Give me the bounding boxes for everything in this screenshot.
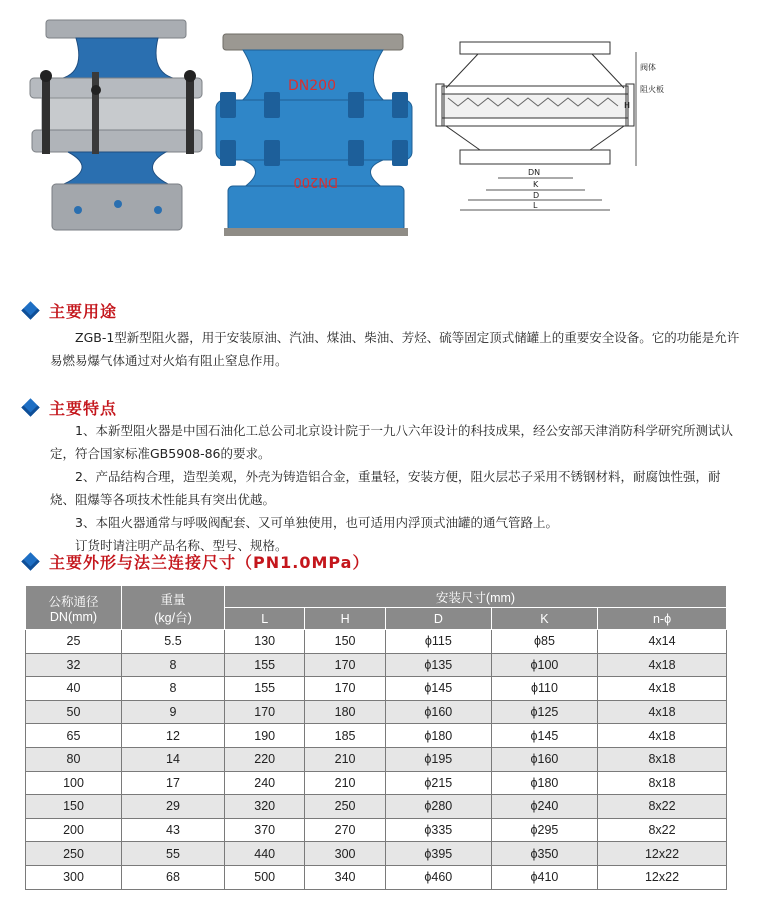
table-cell: 65 [26, 724, 122, 748]
col-header-k: K [491, 608, 597, 630]
table-cell: 12 [122, 724, 225, 748]
table-cell: 68 [122, 865, 225, 889]
feature-item: 1、本新型阻火器是中国石油化工总公司北京设计院于一九八六年设计的科技成果，经公安部天津消防科学研究所测试认定，符合国家标准GB5908-86的要求。 [50, 423, 733, 461]
table-row [26, 842, 727, 866]
table-cell: 370 [225, 818, 305, 842]
table-cell: 250 [26, 842, 122, 866]
table-cell: ϕ460 [385, 865, 491, 889]
label-body: 阀体 [640, 63, 656, 72]
col-header-dn: 公称通径 DN(mm) [26, 586, 122, 630]
table-row [26, 795, 727, 819]
blue-arrester-image [216, 34, 412, 236]
section-header-dimensions [24, 550, 369, 573]
table-cell: 185 [305, 724, 385, 748]
table-cell: 40 [26, 677, 122, 701]
table-cell: 8 [122, 677, 225, 701]
table-cell: 4x18 [598, 653, 727, 677]
label-dn: DN [528, 168, 541, 177]
table-cell: 32 [26, 653, 122, 677]
section-title: 主要特点 [49, 399, 118, 418]
table-cell: 8x22 [598, 795, 727, 819]
table-cell: 14 [122, 747, 225, 771]
table-row [26, 700, 727, 724]
casting-mark-top: DN200 [288, 78, 336, 94]
table-cell: ϕ160 [385, 700, 491, 724]
table-cell: 55 [122, 842, 225, 866]
label-k: K [533, 180, 539, 189]
table-cell: 500 [225, 865, 305, 889]
feature-item: 2、产品结构合理，造型美观，外壳为铸造铝合金，重量轻，安装方便，阻火层芯子采用不锈钢材料，耐腐蚀性强，耐烧、阻爆等各项技术性能具有突出优越。 [50, 469, 721, 507]
table-cell: 4x18 [598, 677, 727, 701]
table-cell: ϕ85 [491, 630, 597, 654]
table-cell: ϕ180 [385, 724, 491, 748]
table-cell: 4x18 [598, 700, 727, 724]
product-illustrations [28, 0, 748, 250]
table-cell: 50 [26, 700, 122, 724]
table-cell: ϕ145 [385, 677, 491, 701]
table-cell: 43 [122, 818, 225, 842]
table-cell: ϕ215 [385, 771, 491, 795]
label-plate: 阻火板 [640, 85, 664, 94]
table-cell: ϕ100 [491, 653, 597, 677]
feature-item: 订货时请注明产品名称、型号、规格。 [75, 538, 288, 553]
table-cell: ϕ240 [491, 795, 597, 819]
table-cell: ϕ395 [385, 842, 491, 866]
table-cell: 340 [305, 865, 385, 889]
table-cell: 100 [26, 771, 122, 795]
silver-arrester-image [30, 20, 202, 230]
diamond-bullet-icon [21, 398, 39, 416]
col-header-h: H [305, 608, 385, 630]
table-cell: ϕ135 [385, 653, 491, 677]
table-row [26, 818, 727, 842]
table-cell: 12x22 [598, 865, 727, 889]
diamond-bullet-icon [21, 552, 39, 570]
section-title: 主要用途 [49, 302, 118, 321]
table-cell: 170 [225, 700, 305, 724]
dimension-table [25, 585, 727, 890]
table-cell: ϕ145 [491, 724, 597, 748]
table-cell: 180 [305, 700, 385, 724]
table-cell: ϕ295 [491, 818, 597, 842]
col-header-l: L [225, 608, 305, 630]
label-l: L [533, 201, 538, 210]
table-cell: ϕ160 [491, 747, 597, 771]
table-cell: 200 [26, 818, 122, 842]
table-row [26, 724, 727, 748]
table-cell: 170 [305, 653, 385, 677]
table-cell: 170 [305, 677, 385, 701]
table-row [26, 677, 727, 701]
table-cell: ϕ180 [491, 771, 597, 795]
table-cell: 240 [225, 771, 305, 795]
table-cell: 4x14 [598, 630, 727, 654]
diamond-bullet-icon [21, 301, 39, 319]
table-cell: 300 [305, 842, 385, 866]
table-cell: 210 [305, 771, 385, 795]
table-cell: ϕ125 [491, 700, 597, 724]
col-header-n: n-ϕ [598, 608, 727, 630]
table-cell: 17 [122, 771, 225, 795]
feature-item: 3、本阻火器通常与呼吸阀配套、又可单独使用，也可适用内浮顶式油罐的通气管路上。 [75, 515, 558, 530]
table-cell: 8x18 [598, 771, 727, 795]
label-d: D [533, 191, 540, 200]
table-cell: 155 [225, 677, 305, 701]
table-cell: 5.5 [122, 630, 225, 654]
table-cell: ϕ335 [385, 818, 491, 842]
table-row [26, 630, 727, 654]
table-cell: ϕ110 [491, 677, 597, 701]
table-cell: ϕ280 [385, 795, 491, 819]
table-row [26, 653, 727, 677]
table-cell: 440 [225, 842, 305, 866]
table-cell: ϕ115 [385, 630, 491, 654]
col-header-d: D [385, 608, 491, 630]
table-cell: 29 [122, 795, 225, 819]
table-cell: 9 [122, 700, 225, 724]
table-cell: 155 [225, 653, 305, 677]
table-cell: 25 [26, 630, 122, 654]
table-row [26, 747, 727, 771]
section-header-features [24, 396, 117, 419]
table-body [26, 630, 727, 890]
table-row [26, 865, 727, 889]
table-cell: 270 [305, 818, 385, 842]
table-cell: 210 [305, 747, 385, 771]
table-cell: 12x22 [598, 842, 727, 866]
col-header-install: 安装尺寸(mm) [225, 586, 727, 608]
section-title: 主要外形与法兰连接尺寸（PN1.0MPa） [49, 553, 370, 572]
table-cell: 250 [305, 795, 385, 819]
casting-mark-bottom: DN200 [293, 174, 338, 189]
features-text [50, 419, 740, 557]
section-header-purpose [24, 299, 117, 322]
table-cell: 8x18 [598, 747, 727, 771]
label-h: H [624, 101, 631, 110]
table-cell: ϕ350 [491, 842, 597, 866]
table-cell: ϕ195 [385, 747, 491, 771]
paragraph: ZGB-1型新型阻火器，用于安装原油、汽油、煤油、柴油、芳烃、硫等固定顶式储罐上的重要安全设备。它的功能是允许易燃易爆气体通过对火焰有阻止窒息作用。 [50, 330, 740, 368]
table-cell: 8 [122, 653, 225, 677]
table-cell: ϕ410 [491, 865, 597, 889]
table-cell: 130 [225, 630, 305, 654]
table-row [26, 771, 727, 795]
table-cell: 190 [225, 724, 305, 748]
table-cell: 4x18 [598, 724, 727, 748]
table-cell: 320 [225, 795, 305, 819]
table-cell: 150 [305, 630, 385, 654]
table-cell: 8x22 [598, 818, 727, 842]
table-cell: 220 [225, 747, 305, 771]
table-cell: 80 [26, 747, 122, 771]
col-header-weight: 重量 (kg/台) [122, 586, 225, 630]
table-cell: 300 [26, 865, 122, 889]
table-cell: 150 [26, 795, 122, 819]
purpose-text [50, 326, 740, 372]
